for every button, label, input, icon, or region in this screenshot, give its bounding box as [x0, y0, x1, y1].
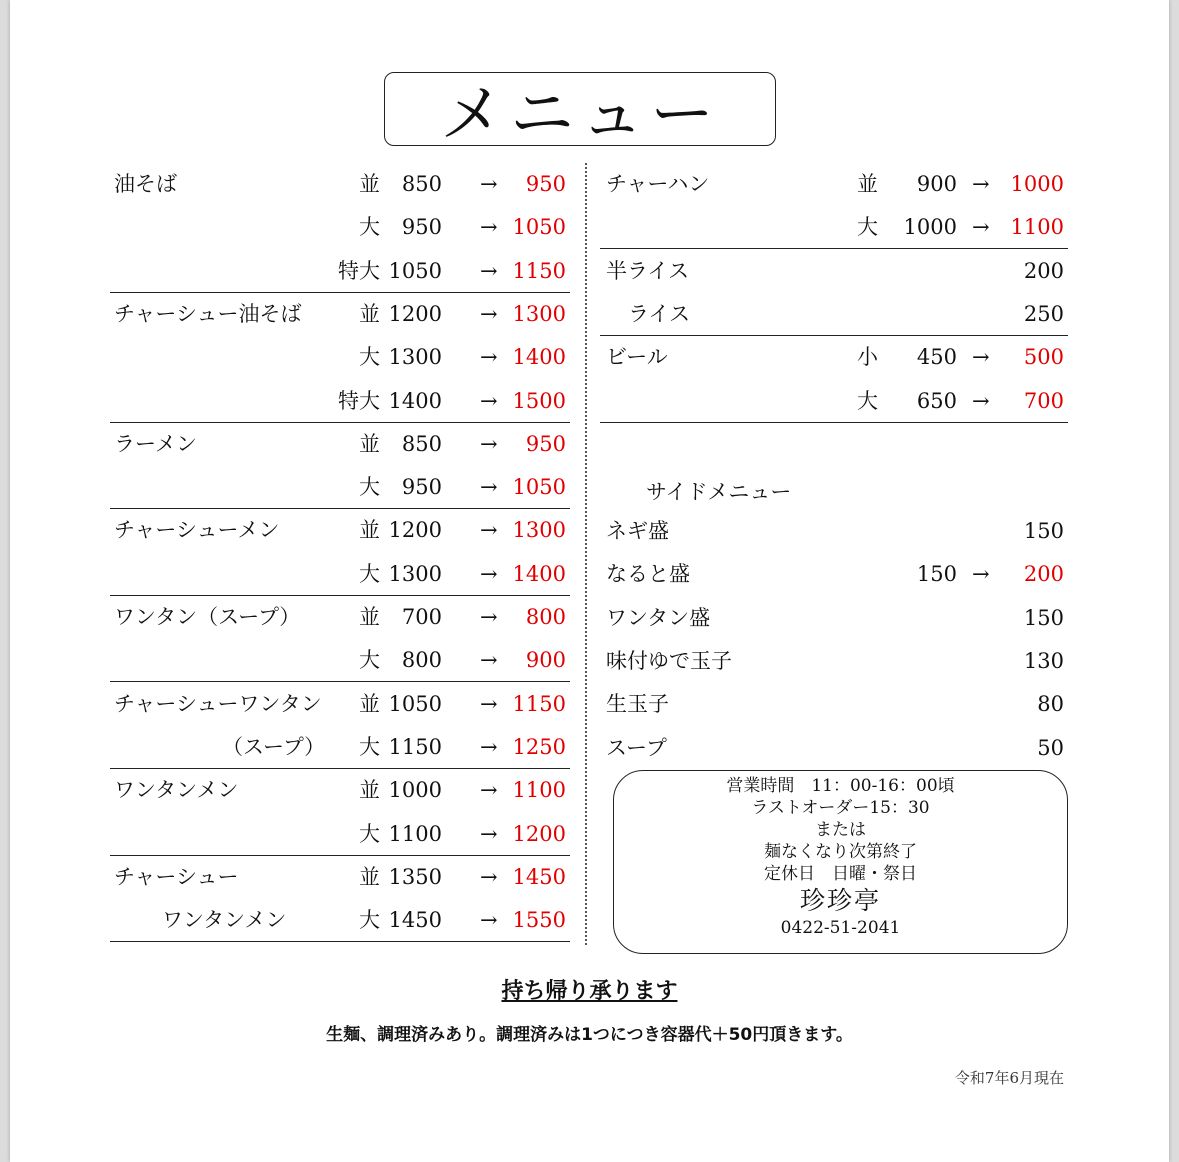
old-price: 1050 — [388, 258, 442, 283]
new-price: 700 — [1023, 388, 1064, 413]
or-text: または — [815, 820, 866, 840]
old-price: 850 — [401, 172, 442, 196]
new-price: 950 — [525, 172, 566, 196]
menu-row — [600, 163, 1068, 206]
new-price: 1000 — [1010, 172, 1064, 196]
item-name: なると盛 — [606, 562, 690, 587]
new-price: 1300 — [512, 301, 566, 326]
size-label: 並 — [359, 431, 380, 456]
size-label: 大 — [359, 561, 380, 586]
item-name: 味付ゆで玉子 — [606, 648, 732, 673]
arrow-icon: → — [480, 821, 498, 846]
item-name: ラーメン — [114, 431, 197, 456]
menu-row — [110, 206, 570, 249]
menu-row — [600, 206, 1068, 249]
old-price: 950 — [401, 475, 442, 500]
size-label: 大 — [359, 734, 380, 759]
item-name: ワンタンメン — [162, 908, 287, 933]
price: 50 — [1037, 735, 1064, 760]
new-price: 1200 — [512, 821, 566, 846]
side-menu-row — [600, 553, 1068, 596]
menu-title: メニュー — [384, 72, 776, 146]
new-price: 1550 — [512, 908, 566, 933]
last-order: ラストオーダー15：30 — [751, 798, 930, 818]
old-price: 1150 — [388, 734, 442, 759]
arrow-icon: → — [480, 561, 498, 586]
sold-out-note: 麺なくなり次第終了 — [764, 842, 917, 862]
old-price: 1100 — [388, 821, 442, 846]
size-label: 小 — [857, 345, 878, 370]
size-label: 大 — [359, 215, 380, 240]
menu-row — [600, 336, 1068, 379]
side-menu-row — [600, 597, 1068, 640]
shop-name: 珍珍亭 — [799, 886, 881, 915]
item-name: （スープ） — [222, 734, 326, 759]
new-price: 500 — [1023, 345, 1064, 370]
menu-row — [110, 380, 570, 423]
menu-row — [110, 683, 570, 726]
menu-row — [110, 813, 570, 856]
arrow-icon: → — [972, 172, 990, 196]
arrow-icon: → — [480, 301, 498, 326]
side-menu-row — [600, 640, 1068, 683]
size-label: 大 — [359, 475, 380, 500]
price: 150 — [1023, 605, 1064, 630]
menu-row — [110, 726, 570, 769]
old-price: 850 — [401, 431, 442, 456]
size-label: 大 — [359, 821, 380, 846]
arrow-icon: → — [480, 908, 498, 933]
price: 80 — [1037, 692, 1064, 717]
arrow-icon: → — [480, 388, 498, 413]
new-price: 1150 — [512, 691, 566, 716]
item-name: ビール — [606, 345, 668, 370]
old-price: 900 — [916, 172, 957, 196]
item-name: チャーシュー油そば — [114, 301, 302, 326]
menu-row — [110, 250, 570, 293]
arrow-icon: → — [480, 345, 498, 370]
item-name: チャーシューメン — [114, 518, 280, 543]
menu-row — [600, 250, 1068, 293]
menu-row — [110, 769, 570, 812]
size-label: 並 — [359, 691, 380, 716]
old-price: 1400 — [388, 388, 442, 413]
item-name: ワンタンメン — [114, 778, 239, 803]
size-label: 並 — [359, 172, 380, 196]
as-of-date: 令和7年6月現在 — [954, 1069, 1064, 1087]
old-price: 1300 — [388, 345, 442, 370]
arrow-icon: → — [480, 648, 498, 673]
size-label: 特大 — [338, 388, 380, 413]
item-name: ネギ盛 — [606, 519, 669, 543]
new-price: 1300 — [512, 518, 566, 543]
old-price: 950 — [401, 215, 442, 240]
price: 130 — [1023, 648, 1064, 673]
item-name: ワンタン盛 — [606, 605, 711, 630]
old-price: 1450 — [388, 908, 442, 933]
size-label: 大 — [359, 908, 380, 933]
phone-number: 0422-51-2041 — [780, 918, 901, 938]
arrow-icon: → — [480, 431, 498, 456]
menu-row — [110, 899, 570, 942]
takeout-heading-text: 持ち帰り承ります — [501, 979, 678, 1004]
side-menu-row — [600, 683, 1068, 726]
menu-row — [110, 596, 570, 639]
size-label: 特大 — [338, 258, 380, 283]
arrow-icon: → — [480, 475, 498, 500]
menu-row — [110, 553, 570, 596]
old-price: 150 — [916, 562, 957, 587]
price: 200 — [1023, 258, 1064, 283]
arrow-icon: → — [972, 215, 990, 240]
old-price: 1000 — [903, 215, 957, 240]
new-price: 1400 — [512, 345, 566, 370]
price: 150 — [1023, 519, 1064, 543]
arrow-icon: → — [480, 258, 498, 283]
menu-row — [600, 293, 1068, 336]
new-price: 1250 — [512, 734, 566, 759]
menu-row — [110, 293, 570, 336]
menu-row — [110, 856, 570, 899]
size-label: 並 — [359, 605, 380, 629]
menu-row — [110, 423, 570, 466]
side-menu-row — [600, 510, 1068, 553]
arrow-icon: → — [480, 734, 498, 759]
arrow-icon: → — [972, 388, 990, 413]
new-price: 1500 — [512, 388, 566, 413]
column-divider — [585, 163, 587, 945]
old-price: 1200 — [388, 301, 442, 326]
item-name: チャーハン — [606, 172, 710, 196]
new-price: 1150 — [512, 258, 566, 283]
size-label: 並 — [359, 518, 380, 543]
item-name: ワンタン（スープ） — [114, 605, 301, 629]
arrow-icon: → — [972, 345, 990, 370]
item-name: チャーシューワンタン — [114, 691, 322, 716]
old-price: 650 — [916, 388, 957, 413]
arrow-icon: → — [480, 691, 498, 716]
new-price: 800 — [525, 605, 566, 629]
arrow-icon: → — [480, 605, 498, 629]
arrow-icon: → — [480, 215, 498, 240]
size-label: 並 — [359, 864, 380, 889]
closed-days: 定休日 日曜・祭日 — [764, 864, 917, 884]
new-price: 950 — [525, 431, 566, 456]
side-menu-row — [600, 727, 1068, 770]
menu-row — [110, 466, 570, 509]
old-price: 1050 — [388, 691, 442, 716]
item-name: 生玉子 — [606, 692, 669, 717]
new-price: 1400 — [512, 561, 566, 586]
arrow-icon: → — [480, 172, 498, 196]
shop-info-box — [613, 770, 1068, 954]
menu-row — [110, 509, 570, 552]
takeout-heading — [0, 974, 1179, 1005]
new-price: 1050 — [512, 215, 566, 240]
size-label: 並 — [359, 301, 380, 326]
menu-row — [110, 336, 570, 379]
new-price: 200 — [1023, 562, 1064, 587]
arrow-icon: → — [480, 864, 498, 889]
menu-row — [110, 163, 570, 206]
item-name: スープ — [606, 735, 667, 760]
old-price: 1350 — [388, 864, 442, 889]
new-price: 900 — [525, 648, 566, 673]
business-hours: 営業時間 11：00-16：00頃 — [726, 776, 955, 796]
size-label: 大 — [857, 388, 878, 413]
new-price: 1450 — [512, 864, 566, 889]
item-name: 半ライス — [606, 258, 690, 283]
size-label: 大 — [857, 215, 878, 240]
price: 250 — [1023, 301, 1064, 326]
size-label: 大 — [359, 345, 380, 370]
new-price: 1050 — [512, 475, 566, 500]
old-price: 1200 — [388, 518, 442, 543]
old-price: 450 — [916, 345, 957, 370]
arrow-icon: → — [972, 562, 990, 587]
takeout-note: 生麺、調理済みあり。調理済みは1つにつき容器代＋50円頂きます。 — [326, 1025, 853, 1045]
size-label: 並 — [857, 172, 878, 196]
old-price: 800 — [401, 648, 442, 673]
new-price: 1100 — [1010, 215, 1064, 240]
arrow-icon: → — [480, 518, 498, 543]
side-menu-heading: サイドメニュー — [646, 480, 792, 504]
item-name: 油そば — [114, 172, 177, 196]
arrow-icon: → — [480, 778, 498, 803]
new-price: 1100 — [512, 778, 566, 803]
menu-row — [110, 639, 570, 682]
old-price: 700 — [401, 605, 442, 629]
old-price: 1000 — [388, 778, 442, 803]
item-name: ライス — [628, 301, 691, 326]
menu-row — [600, 380, 1068, 423]
size-label: 並 — [359, 778, 380, 803]
old-price: 1300 — [388, 561, 442, 586]
size-label: 大 — [359, 648, 380, 673]
item-name: チャーシュー — [114, 864, 239, 889]
